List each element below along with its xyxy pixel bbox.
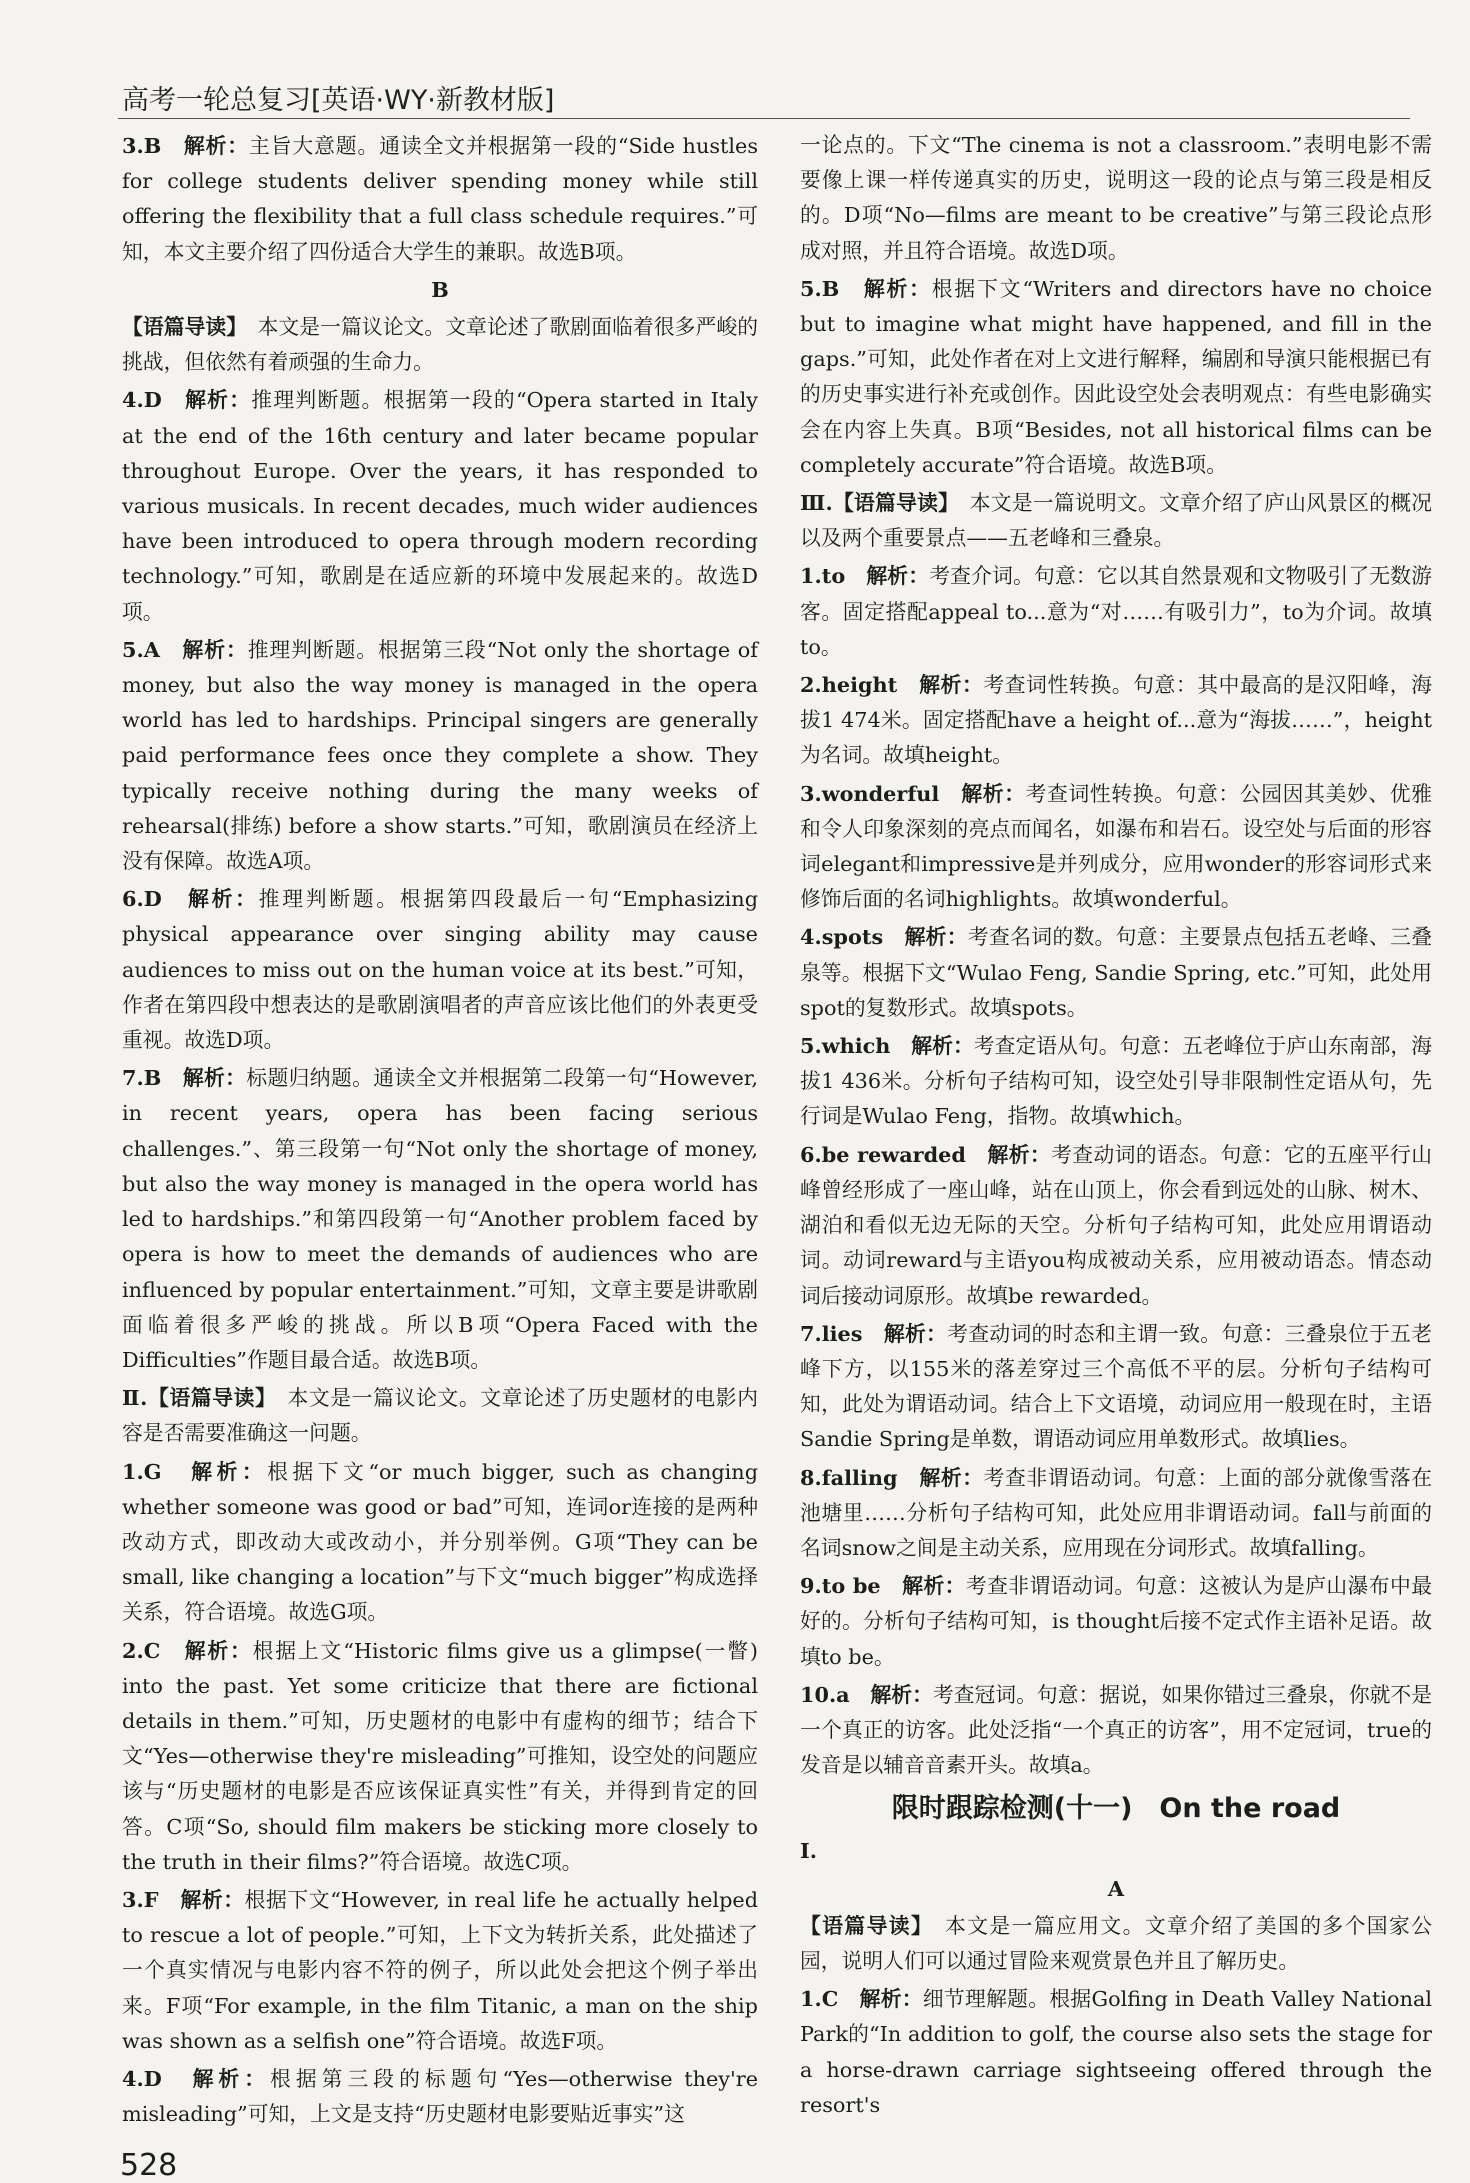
section-letter: A [1107, 1875, 1125, 1901]
passage-guide: Ⅱ.【语篇导读】 本文是一篇议论文。文章论述了历史题材的电影内容是否需要准确这一问题。 [122, 1385, 759, 1446]
answer-item: 3.F 解析：根据下文“However, in real life he actually helped to rescue a lot of people.”可知，上下文为转折关系，此处描述了一个真实情况与电影内容不符的例子，所以此处会把这个例子举出来。F项“For example, in the film Titanic, a man on the ship was shown as a selfish one”符合语境。故选F项。 [122, 1886, 759, 2053]
section-letter: B [431, 276, 449, 302]
answer-item: 4.D 解析：推理判断题。根据第一段的“Opera started in Italy at the end of the 16th century and later became popular throughout Europe. Over the years, it has responded to various musicals. In recent decades, much wider audiences have been introduced to opera through modern recording technology.”可知，歌剧是在适应新的环境中发展起来的。故选D项。 [122, 387, 759, 624]
answer-item: 6.be rewarded 解析：考查动词的语态。句意：它的五座平行山峰曾经形成了一座山峰，站在山顶上，你会看到远处的山脉、树木、湖泊和看似无边无际的天空。分析句子结构可知，此处应用谓语动词。动词reward与主语you构成被动关系，应用被动语态。情态动词后接动词原形。故填be rewarded。 [800, 1141, 1433, 1308]
answer-item: 6.D 解析：推理判断题。根据第四段最后一句“Emphasizing physical appearance over singing ability may cause audiences to miss out on the human voice at its best.”可知，作者在第四段中想表达的是歌剧演唱者的声音应该比他们的外表更受重视。故选D项。 [122, 886, 759, 1053]
test-title: 限时跟踪检测(十一) On the road [891, 1793, 1341, 1825]
answer-item: 3.wonderful 解析：考查词性转换。句意：公园因其美妙、优雅和令人印象深刻的亮点而闻名，如瀑布和岩石。设空处与后面的形容词elegant和impressive是并列成分，应用wonder的形容词形式来修饰后面的名词highlights。故填wonderful。 [800, 780, 1433, 912]
left-column [122, 128, 758, 2134]
answer-item: 1.to 解析：考查介词。句意：它以其自然景观和文物吸引了无数游客。固定搭配appeal to...意为“对……有吸引力”，to为介词。故填to。 [800, 563, 1433, 659]
answer-item: 9.to be 解析：考查非谓语动词。句意：这被认为是庐山瀑布中最好的。分析句子结构可知，is thought后接不定式作主语补足语。故填to be。 [800, 1573, 1433, 1669]
answer-item: 5.which 解析：考查定语从句。句意：五老峰位于庐山东南部，海拔1 436米。分析句子结构可知，设空处引导非限制性定语从句，先行词是Wulao Feng，指物。故填which。 [800, 1033, 1433, 1129]
continued-text: 一论点的。下文“The cinema is not a classroom.”表明电影不需要像上课一样传递真实的历史，说明这一段的论点与第三段是相反的。D项“No—films are meant to be creative”与第三段论点形成对照，并且符合语境。故选D项。 [800, 133, 1432, 263]
page-number: 528 [120, 2148, 178, 2183]
passage-guide: Ⅲ.【语篇导读】 本文是一篇说明文。文章介绍了庐山风景区的概况以及两个重要景点——五老峰和三叠泉。 [800, 490, 1433, 551]
right-column [800, 128, 1432, 2125]
answer-item: 5.A 解析：推理判断题。根据第三段“Not only the shortage of money, but also the way money is managed in the opera world has led to hardships. Principal singers are generally paid performance fees once they complete a show. They typically receive nothing during the many weeks of rehearsal(排练) before a show starts.”可知，歌剧演员在经济上没有保障。故选A项。 [122, 636, 758, 874]
answer-item: 1.C 解析：细节理解题。根据Golfing in Death Valley National Park的“In addition to golf, the course also sets the stage for a horse-drawn carriage sightseeing offered through the resort's [800, 1986, 1433, 2117]
header-rule [118, 118, 1410, 119]
answer-item: 2.C 解析：根据上文“Historic films give us a glimpse(一瞥) into the past. Yet some criticize that there are fictional details in them.”可知，历史题材的电影中有虚构的细节；结合下文“Yes—otherwise they're misleading”可推知，设空处的问题应该与“历史题材的电影是否应该保证真实性”有关，并得到肯定的回答。C项“So, should film makers be sticking more closely to the truth in their films?”符合语境。故选C项。 [122, 1637, 759, 1874]
answer-item: 1.G 解析：根据下文“or much bigger, such as changing whether someone was good or bad”可知，连词or连接的是两种改动方式，即改动大或改动小，并分别举例。G项“They can be small, like changing a location”与下文“much bigger”构成选择关系，符合语境。故选G项。 [122, 1458, 759, 1625]
answer-item: 4.D 解析：根据第三段的标题句“Yes—otherwise they're misleading”可知，上文是支持“历史题材电影要贴近事实”这 [122, 2065, 759, 2127]
answer-item: 4.spots 解析：考查名词的数。句意：主要景点包括五老峰、三叠泉等。根据下文“Wulao Feng, Sandie Spring, etc.”可知，此处用spot的复数形式。故填spots。 [800, 924, 1432, 1020]
answer-item: 3.B 解析：主旨大意题。通读全文并根据第一段的“Side hustles for college students deliver spending money while still offering the flexibility that a full class schedule requires.”可知，本文主要介绍了四份适合大学生的兼职。故选B项。 [122, 133, 759, 264]
passage-guide: 【语篇导读】 本文是一篇议论文。文章论述了歌剧面临着很多严峻的挑战，但依然有着顽强的生命力。 [122, 314, 758, 375]
answer-item: 8.falling 解析：考查非谓语动词。句意：上面的部分就像雪落在池塘里……分析句子结构可知，此处应用非谓语动词。fall与前面的名词snow之间是主动关系，应用现在分词形式。故填falling。 [800, 1464, 1433, 1560]
answer-item: 5.B 解析：根据下文“Writers and directors have no choice but to imagine what might have happened, and fill in the gaps.”可知，此处作者在对上文进行解释，编剧和导演只能根据已有的历史事实进行补充或创作。因此设空处会表明观点：有些电影确实会在内容上失真。B项“Besides, not all historical films can be completely accurate”符合语境。故选B项。 [800, 275, 1433, 477]
answer-item: 10.a 解析：考查冠词。句意：据说，如果你错过三叠泉，你就不是一个真正的访客。此处泛指“一个真正的访客”，用不定冠词，true的发音是以辅音音素开头。故填a。 [800, 1681, 1433, 1778]
answer-item: 7.B 解析：标题归纳题。通读全文并根据第二段第一句“However, in recent years, opera has been facing serious challenges.”、第三段第一句“Not only the shortage of money, but also the way money is managed in the opera world has led to hardships.”和第四段第一句“Another problem faced by opera is how to meet the demands of audiences who are influenced by popular entertainment.”可知，文章主要是讲歌剧面临着很多严峻的挑战。所以B项“Opera Faced with the Difficulties”作题目最合适。故选B项。 [122, 1065, 759, 1372]
part-numeral: Ⅰ. [800, 1838, 817, 1864]
passage-guide: 【语篇导读】 本文是一篇应用文。文章介绍了美国的多个国家公园，说明人们可以通过冒险来观赏景色并且了解历史。 [800, 1912, 1433, 1973]
answer-item: 7.lies 解析：考查动词的时态和主谓一致。句意：三叠泉位于五老峰下方，以155米的落差穿过三个高低不平的层。分析句子结构可知，此处为谓语动词。结合上下文语境，动词应用一般现在时，主语Sandie Spring是单数，谓语动词应用单数形式。故填lies。 [800, 1320, 1433, 1452]
answer-item: 2.height 解析：考查词性转换。句意：其中最高的是汉阳峰，海拔1 474米。固定搭配have a height of...意为“海拔……”，height为名词。故填height。 [800, 672, 1432, 768]
running-header: 高考一轮总复习[英语·WY·新教材版] [122, 85, 555, 116]
